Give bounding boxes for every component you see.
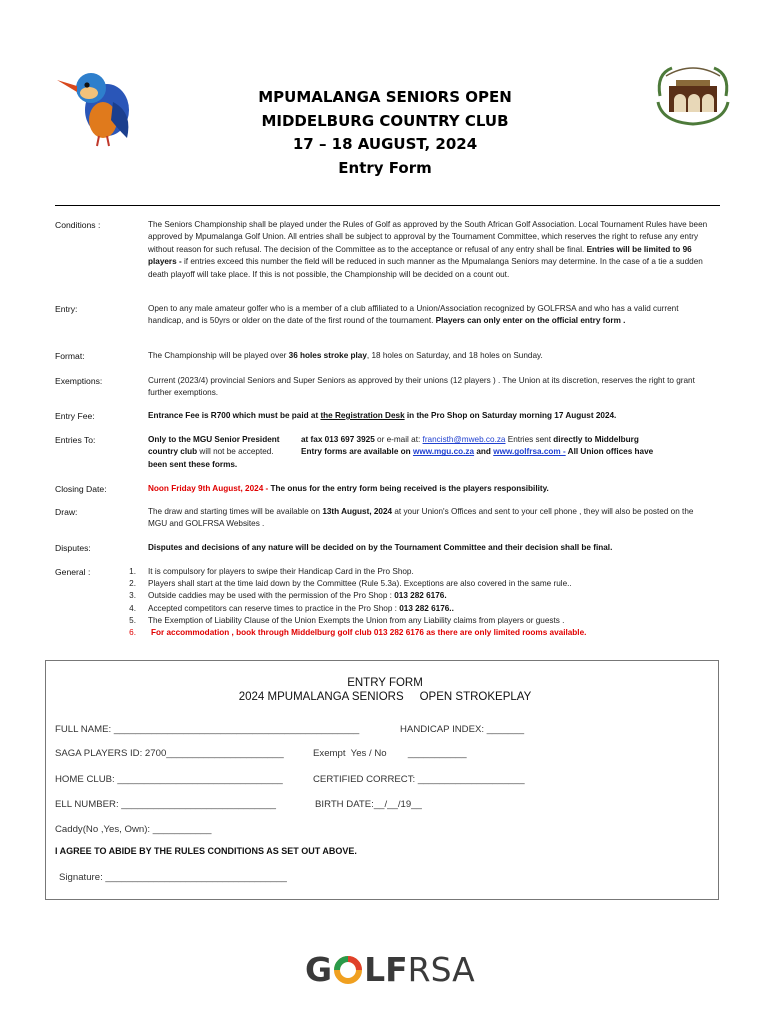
- entries-to-label: Entries To:: [55, 435, 96, 445]
- general-numbers: 1. 2. 3. 4. 5. 6.: [129, 567, 136, 638]
- form-subheading: 2024 MPUMALANGA SENIORS OPEN STROKEPLAY: [238, 691, 532, 703]
- closing-date-text: Noon Friday 9th August, 2024 - The onus for the entry form being received is the players responsibility.: [148, 484, 549, 493]
- entry-text: Open to any male amateur golfer who is a member of a club affiliated to a Union/Association recognized by GOLFRSA and who has a valid current handicap, and is 50yrs or older on the date of the first round of the tournament. Players can only enter on the official entry form .: [148, 304, 679, 326]
- email-link[interactable]: francisth@mweb.co.za: [422, 435, 506, 444]
- draw-text: The draw and starting times will be available on 13th August, 2024 at your Union's Offices and sent to your cell phone , they will also be posted on the MGU and GOLFRSA Websites .: [148, 507, 694, 529]
- conditions-text: The Seniors Championship shall be played under the Rules of Golf as approved by the South African Golf Association. Local Tournament Rules have been approved by Mpumalanga Golf Union. All entries shall be subject to approval by the Tournament Committee, which reserves the right to refuse any entry without reason for such refusal. The decision of the Committee as to the acceptance or refusal of any entry shall be final. Entries will be limited to 96 players - if entries exceed this number the field will be reduced in such manner as the Mpumalanga Seniors may determine. In the case of a tie a sudden death playoff will take place. If this is not possible, the Championship will be decided on a count out.: [148, 220, 708, 279]
- saga-id-field[interactable]: SAGA PLAYERS ID: 2700______________________: [55, 748, 284, 759]
- signature-field[interactable]: Signature: __________________________________: [59, 872, 287, 883]
- format-text: The Championship will be played over 36 holes stroke play, 18 holes on Saturday, and 18 holes on Sunday.: [148, 351, 543, 360]
- golf-ball-icon: [333, 955, 363, 985]
- title-line-2: MIDDELBURG COUNTRY CLUB: [261, 111, 509, 130]
- title-line-4: Entry Form: [338, 158, 432, 177]
- handicap-field[interactable]: HANDICAP INDEX: _______: [400, 724, 525, 735]
- conditions-label: Conditions :: [55, 220, 101, 230]
- exemptions-label: Exemptions:: [55, 376, 103, 386]
- closing-date-label: Closing Date:: [55, 484, 107, 494]
- cell-number-field[interactable]: ELL NUMBER: _____________________________: [55, 799, 277, 810]
- entry-fee-label: Entry Fee:: [55, 411, 95, 421]
- general-list: [148, 566, 713, 639]
- entries-to-right: at fax 013 697 3925 or e-mail at: francisth@mweb.co.za Entries sent directly to Middelburg Entry forms are available on www.mgu.co.za and www.golfrsa.com - All Union offices have: [301, 435, 654, 457]
- title-divider: [55, 205, 720, 206]
- list-item: The Exemption of Liability Clause of the Union Exempts the Union from any Liability claims from players or guests .: [148, 615, 565, 625]
- birth-date-field[interactable]: BIRTH DATE:__/__/19__: [315, 799, 422, 810]
- draw-label: Draw:: [55, 507, 78, 517]
- caddy-field[interactable]: Caddy(No ,Yes, Own): ___________: [55, 824, 212, 835]
- disputes-label: Disputes:: [55, 543, 91, 553]
- agreement-text: I AGREE TO ABIDE BY THE RULES CONDITIONS AS SET OUT ABOVE.: [55, 846, 357, 856]
- format-label: Format:: [55, 351, 85, 361]
- exemptions-text: Current (2023/4) provincial Seniors and Super Seniors as approved by their unions (12 players ) . The Union at its discretion, reserves the right to grant further exemptions.: [148, 376, 695, 398]
- disputes-text: Disputes and decisions of any nature will be decided on by the Tournament Committee and their decision shall be final.: [148, 543, 613, 552]
- golfrsa-logo: G LFRSA: [305, 950, 475, 989]
- golfrsa-link[interactable]: www.golfrsa.com -: [493, 447, 566, 457]
- title-line-3: 17 – 18 AUGUST, 2024: [292, 135, 478, 153]
- list-item: Accepted competitors can reserve times to practice in the Pro Shop : 013 282 6176..: [148, 603, 454, 613]
- list-item: Outside caddies may be used with the permission of the Pro Shop : 013 282 6176.: [148, 591, 447, 601]
- list-item: For accommodation , book through Middelburg golf club 013 282 6176 as there are only limited rooms available.: [151, 628, 587, 638]
- general-label: General :: [55, 567, 91, 577]
- title-line-1: MPUMALANGA SENIORS OPEN: [258, 88, 512, 106]
- form-heading: ENTRY FORM: [347, 677, 423, 689]
- entry-fee-text: Entrance Fee is R700 which must be paid at the Registration Desk in the Pro Shop on Saturday morning 17 August 2024.: [148, 411, 617, 420]
- entries-to-left: Only to the MGU Senior President country club will not be accepted. been sent these forms.: [148, 435, 280, 469]
- page-title: [0, 86, 770, 180]
- certified-field[interactable]: CERTIFIED CORRECT: ____________________: [313, 774, 525, 785]
- mgu-link[interactable]: www.mgu.co.za: [412, 447, 475, 457]
- exempt-field[interactable]: Exempt Yes / No ___________: [313, 748, 467, 759]
- full-name-field[interactable]: FULL NAME: ______________________________________________: [55, 724, 360, 735]
- entry-label: Entry:: [55, 304, 78, 314]
- list-item: It is compulsory for players to swipe their Handicap Card in the Pro Shop.: [148, 567, 414, 576]
- list-item: Players shall start at the time laid down by the Committee (Rule 5.3a). Exceptions are also covered in the same rule..: [148, 579, 572, 589]
- home-club-field[interactable]: HOME CLUB: _______________________________: [55, 774, 283, 785]
